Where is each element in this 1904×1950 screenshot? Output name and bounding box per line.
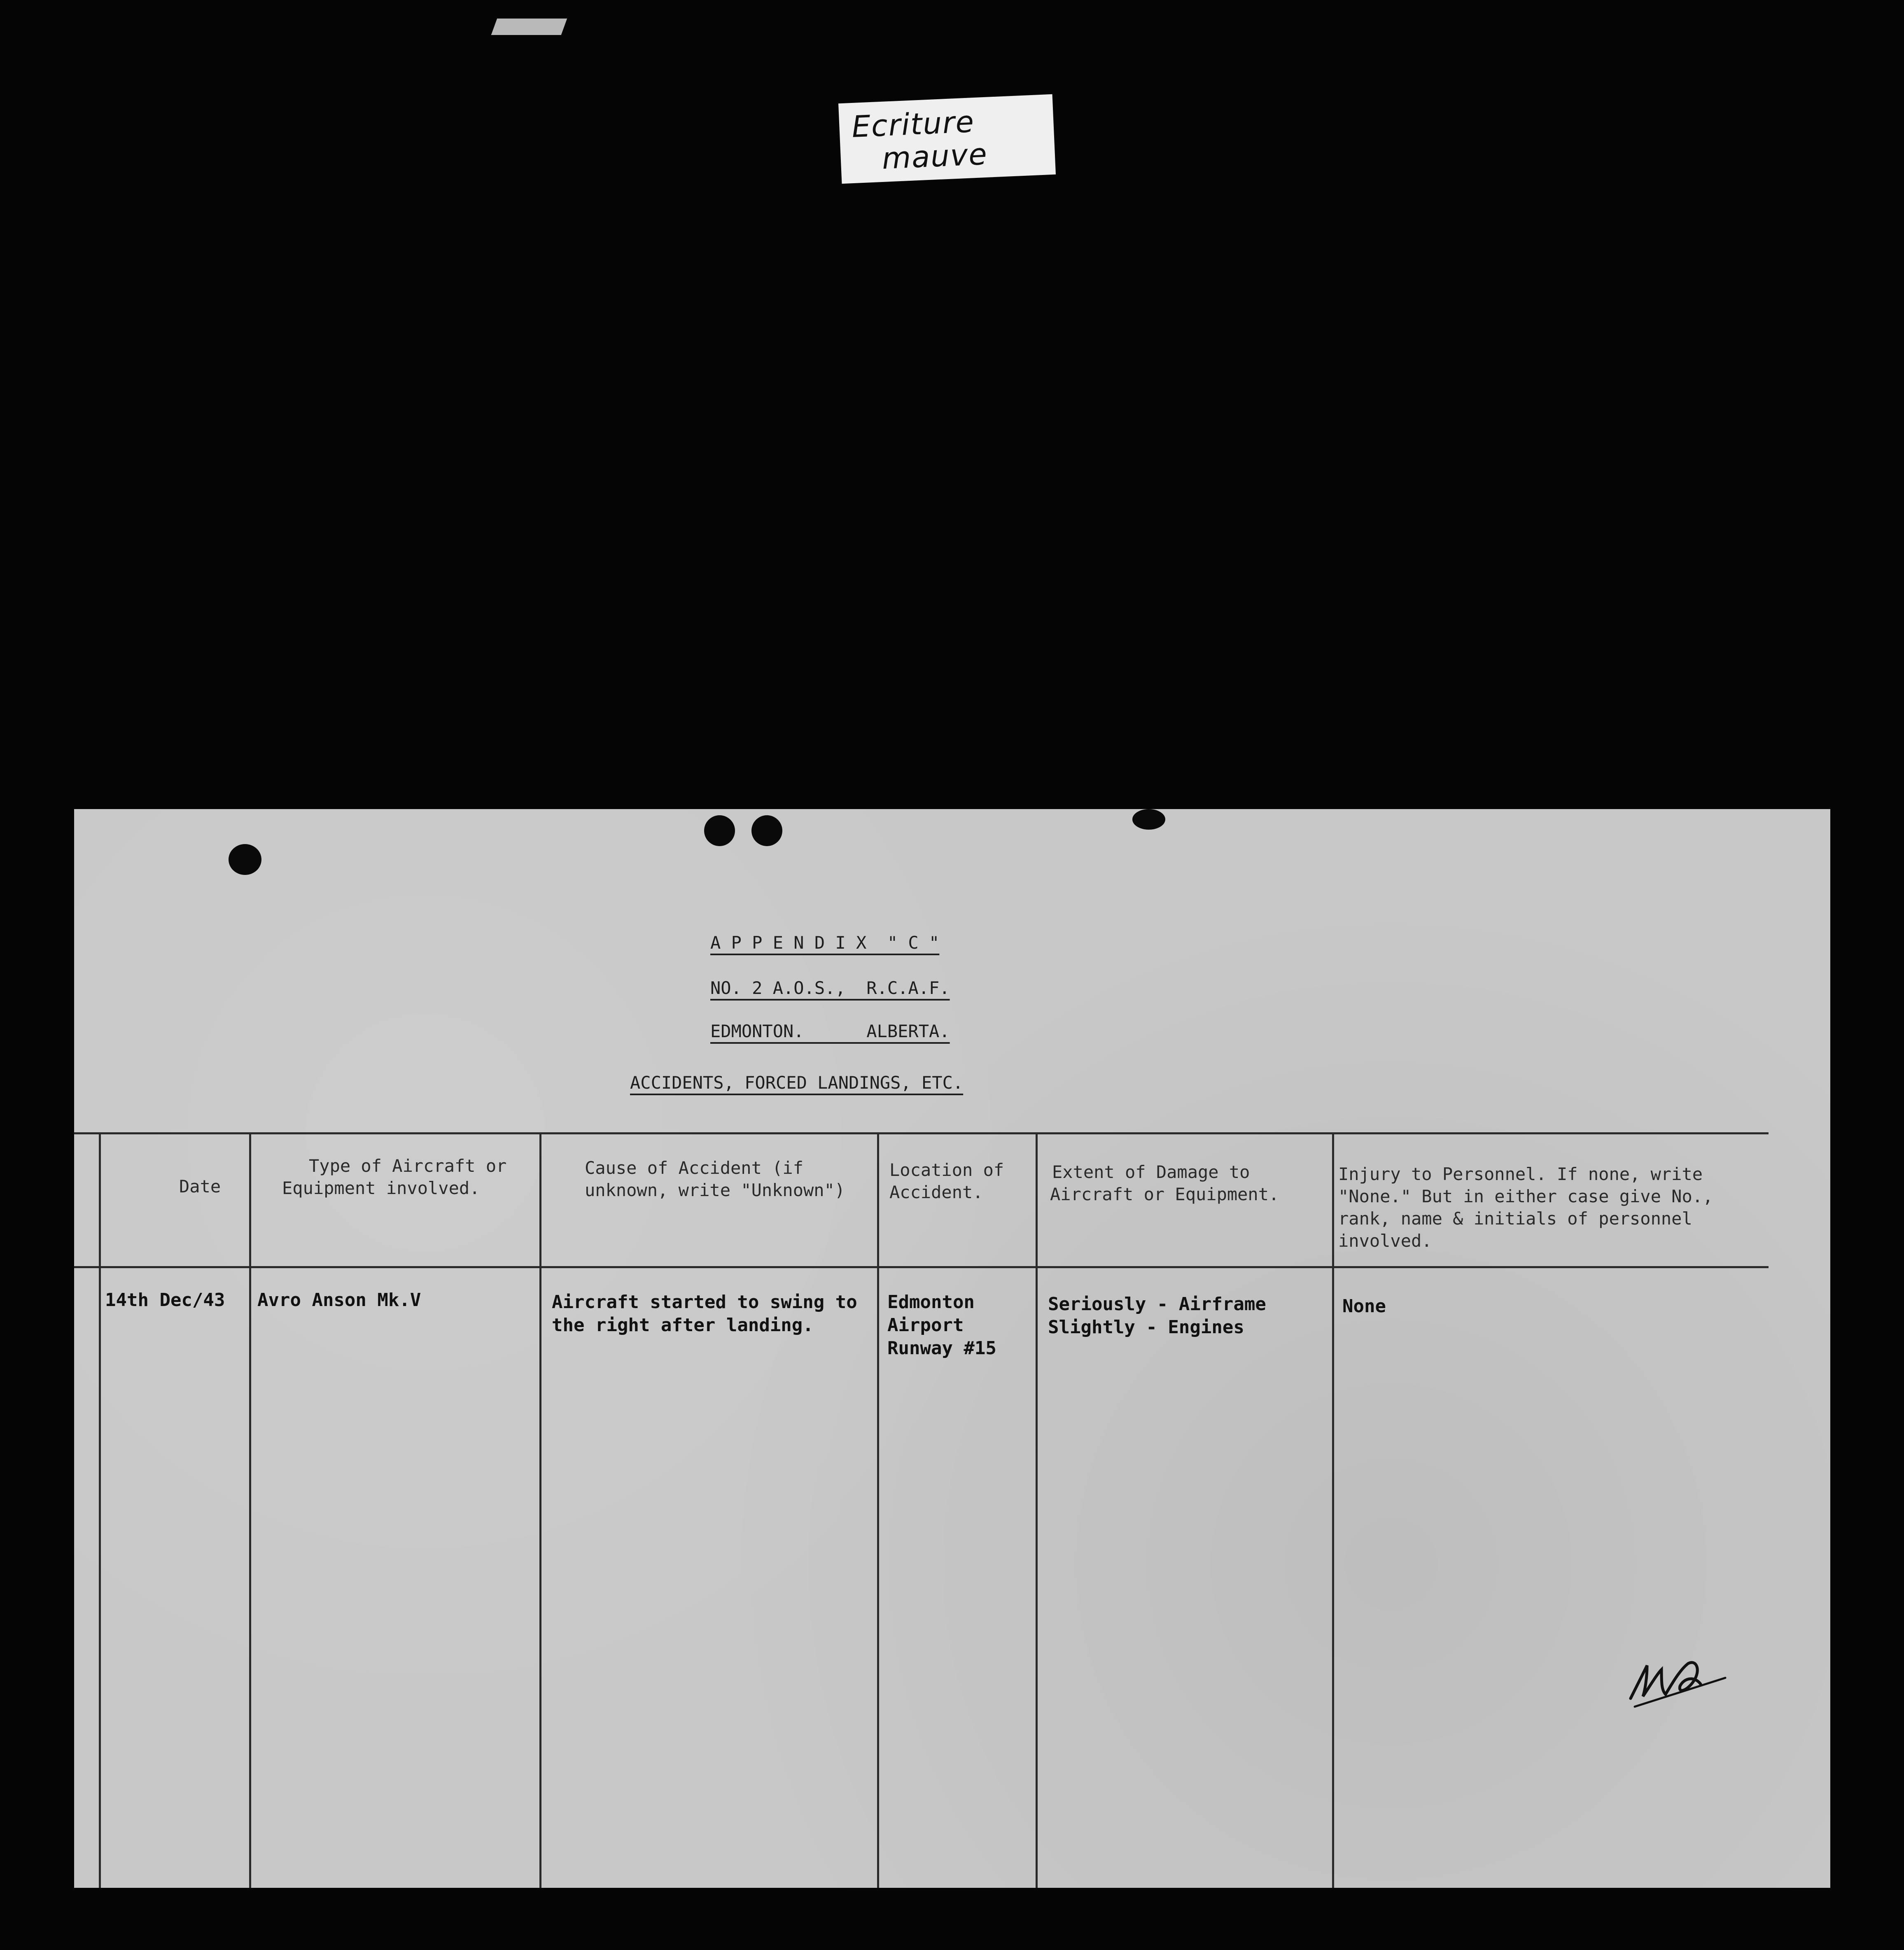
header-line: Type of Aircraft or [309, 1156, 507, 1176]
header-line: Accident. [889, 1182, 983, 1202]
column-rule [877, 1132, 879, 1888]
cell-line: Edmonton [887, 1292, 975, 1313]
cell-line: the right after landing. [552, 1315, 814, 1336]
cell-cause [552, 1291, 857, 1337]
header-line: "None." But in either case give No., [1338, 1186, 1713, 1206]
note-line-2: mauve [881, 136, 989, 176]
cell-location [887, 1291, 996, 1360]
header-line: unknown, write "Unknown") [585, 1180, 845, 1200]
column-header-location [889, 1159, 1004, 1204]
cell-damage [1048, 1293, 1266, 1339]
column-rule [539, 1132, 541, 1888]
header-line: Date [179, 1176, 221, 1197]
cell-aircraft: Avro Anson Mk.V [257, 1290, 421, 1311]
header-line: Aircraft or Equipment. [1050, 1184, 1279, 1204]
header-line: Extent of Damage to [1052, 1162, 1250, 1182]
note-line-1: Ecriture [851, 104, 975, 145]
punch-hole [1132, 809, 1165, 830]
header-line: involved. [1338, 1231, 1432, 1251]
table-top-rule [74, 1132, 1769, 1134]
document-subject: ACCIDENTS, FORCED LANDINGS, ETC. [630, 1073, 964, 1093]
punch-hole [704, 815, 735, 846]
header-line: Cause of Accident (if [585, 1158, 804, 1178]
header-line: Equipment involved. [282, 1178, 480, 1198]
cell-line: Slightly - Engines [1048, 1317, 1244, 1338]
column-header-date [179, 1176, 221, 1198]
handwritten-initials-mark [1622, 1645, 1738, 1711]
column-rule [1036, 1132, 1038, 1888]
header-line: rank, name & initials of personnel [1338, 1208, 1692, 1229]
film-tab [491, 19, 567, 35]
unit-location: EDMONTON. ALBERTA. [710, 1021, 950, 1041]
document-page [74, 809, 1830, 1888]
cell-line: Runway #15 [887, 1338, 996, 1359]
cell-line: Seriously - Airframe [1048, 1294, 1266, 1315]
column-header-damage [1050, 1161, 1279, 1206]
column-rule [249, 1132, 251, 1888]
punch-hole [229, 844, 261, 875]
cell-injury: None [1342, 1296, 1386, 1317]
cell-line: Aircraft started to swing to [552, 1292, 857, 1313]
header-bottom-rule [74, 1266, 1769, 1268]
punch-hole [751, 815, 782, 846]
unit-name: NO. 2 A.O.S., R.C.A.F. [710, 978, 950, 998]
header-line: Injury to Personnel. If none, write [1338, 1164, 1703, 1184]
handwritten-note-label [838, 94, 1056, 184]
header-line: Location of [889, 1160, 1004, 1180]
cell-line: Airport [887, 1315, 964, 1336]
column-rule [1332, 1132, 1334, 1888]
column-rule [99, 1132, 101, 1888]
column-header-cause [548, 1157, 845, 1201]
cell-date: 14th Dec/43 [105, 1290, 225, 1311]
column-header-aircraft [282, 1155, 506, 1199]
column-header-injury [1338, 1163, 1713, 1252]
appendix-title: A P P E N D I X " C " [710, 933, 940, 953]
